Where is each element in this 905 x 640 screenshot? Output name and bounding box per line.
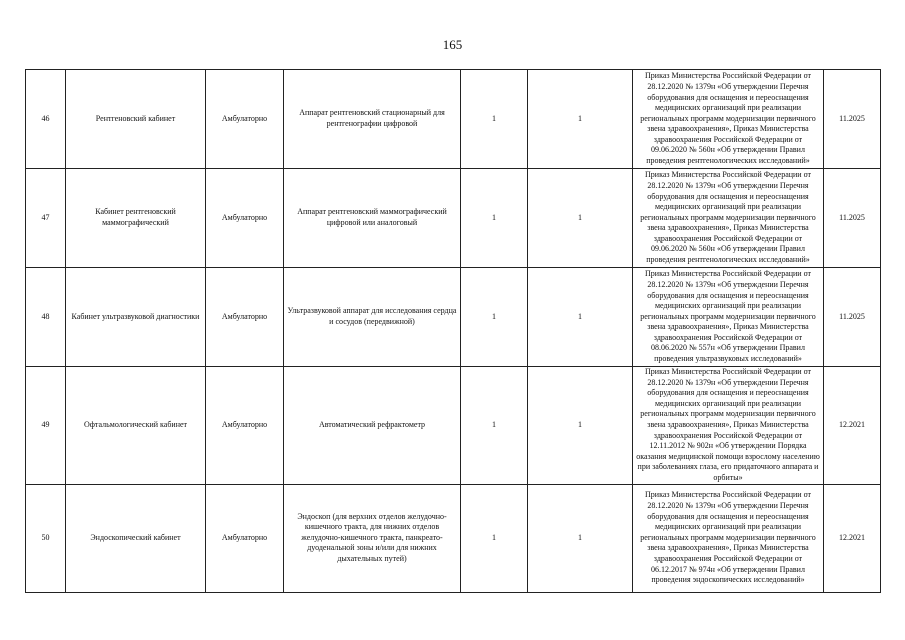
legal-basis: Приказ Министерства Российской Федерации от 28.12.2020 № 1379н «Об утверждении Перечня оборудования для оснащения и переоснащения медицинских организаций при реализации региональных программ модернизации первичного звена здравоохранения», Приказ Министерства здравоохранения Российской Федерации от 09.06.2020 № 560н «Об утверждении Правил проведения рентгенологических исследований» [633, 70, 824, 169]
quantity-2: 1 [528, 268, 633, 367]
table-row [26, 268, 881, 367]
due-date: 12.2021 [824, 484, 881, 592]
care-type: Амбулаторно [206, 268, 284, 367]
quantity-2: 1 [528, 367, 633, 485]
row-number: 48 [26, 268, 66, 367]
due-date: 12.2021 [824, 367, 881, 485]
care-type: Амбулаторно [206, 169, 284, 268]
quantity-1: 1 [461, 268, 528, 367]
legal-basis: Приказ Министерства Российской Федерации от 28.12.2020 № 1379н «Об утверждении Перечня оборудования для оснащения и переоснащения медицинских организаций при реализации региональных программ модернизации первичного звена здравоохранения», Приказ Министерства здравоохранения Российской Федерации от 12.11.2012 № 902н «Об утверждении Порядка оказания медицинской помощи взрослому населению при заболеваниях глаза, его придаточного аппарата и орбиты» [633, 367, 824, 485]
due-date: 11.2025 [824, 70, 881, 169]
due-date: 11.2025 [824, 169, 881, 268]
page-number: 165 [442, 37, 463, 52]
row-number: 49 [26, 367, 66, 485]
equipment-name: Автоматический рефрактометр [284, 367, 461, 485]
quantity-1: 1 [461, 70, 528, 169]
care-type: Амбулаторно [206, 367, 284, 485]
care-type: Амбулаторно [206, 484, 284, 592]
equipment-name: Аппарат рентгеновский стационарный для рентгенографии цифровой [284, 70, 461, 169]
care-type: Амбулаторно [206, 70, 284, 169]
room-name: Кабинет ультразвуковой диагностики [66, 268, 206, 367]
quantity-2: 1 [528, 70, 633, 169]
row-number: 46 [26, 70, 66, 169]
table-row [26, 70, 881, 169]
table-row [26, 367, 881, 485]
legal-basis: Приказ Министерства Российской Федерации от 28.12.2020 № 1379н «Об утверждении Перечня оборудования для оснащения и переоснащения медицинских организаций при реализации региональных программ модернизации первичного звена здравоохранения», Приказ Министерства здравоохранения Российской Федерации от 08.06.2020 № 557н «Об утверждении Правил проведения ультразвуковых исследований» [633, 268, 824, 367]
legal-basis: Приказ Министерства Российской Федерации от 28.12.2020 № 1379н «Об утверждении Перечня оборудования для оснащения и переоснащения медицинских организаций при реализации региональных программ модернизации первичного звена здравоохранения», Приказ Министерства здравоохранения Российской Федерации от 09.06.2020 № 560н «Об утверждении Правил проведения рентгенологических исследований» [633, 169, 824, 268]
room-name: Эндоскопический кабинет [66, 484, 206, 592]
room-name: Офтальмологический кабинет [66, 367, 206, 485]
quantity-2: 1 [528, 484, 633, 592]
due-date: 11.2025 [824, 268, 881, 367]
equipment-table [25, 69, 881, 593]
table-row [26, 169, 881, 268]
table-row [26, 484, 881, 592]
quantity-1: 1 [461, 169, 528, 268]
room-name: Рентгеновский кабинет [66, 70, 206, 169]
row-number: 50 [26, 484, 66, 592]
legal-basis: Приказ Министерства Российской Федерации от 28.12.2020 № 1379н «Об утверждении Перечня оборудования для оснащения и переоснащения медицинских организаций при реализации региональных программ модернизации первичного звена здравоохранения», Приказ Министерства здравоохранения Российской Федерации от 06.12.2017 № 974н «Об утверждении Правил проведения эндоскопических исследований» [633, 484, 824, 592]
equipment-name: Аппарат рентгеновский маммографический цифровой или аналоговый [284, 169, 461, 268]
equipment-name: Эндоскоп (для верхних отделов желудочно-кишечного тракта, для нижних отделов желудочно-кишечного тракта, панкрeато-дуоденальной зоны и/или для нижних дыхательных путей) [284, 484, 461, 592]
quantity-1: 1 [461, 484, 528, 592]
equipment-name: Ультразвуковой аппарат для исследования сердца и сосудов (передвижной) [284, 268, 461, 367]
row-number: 47 [26, 169, 66, 268]
quantity-1: 1 [461, 367, 528, 485]
quantity-2: 1 [528, 169, 633, 268]
room-name: Кабинет рентгеновский маммографический [66, 169, 206, 268]
